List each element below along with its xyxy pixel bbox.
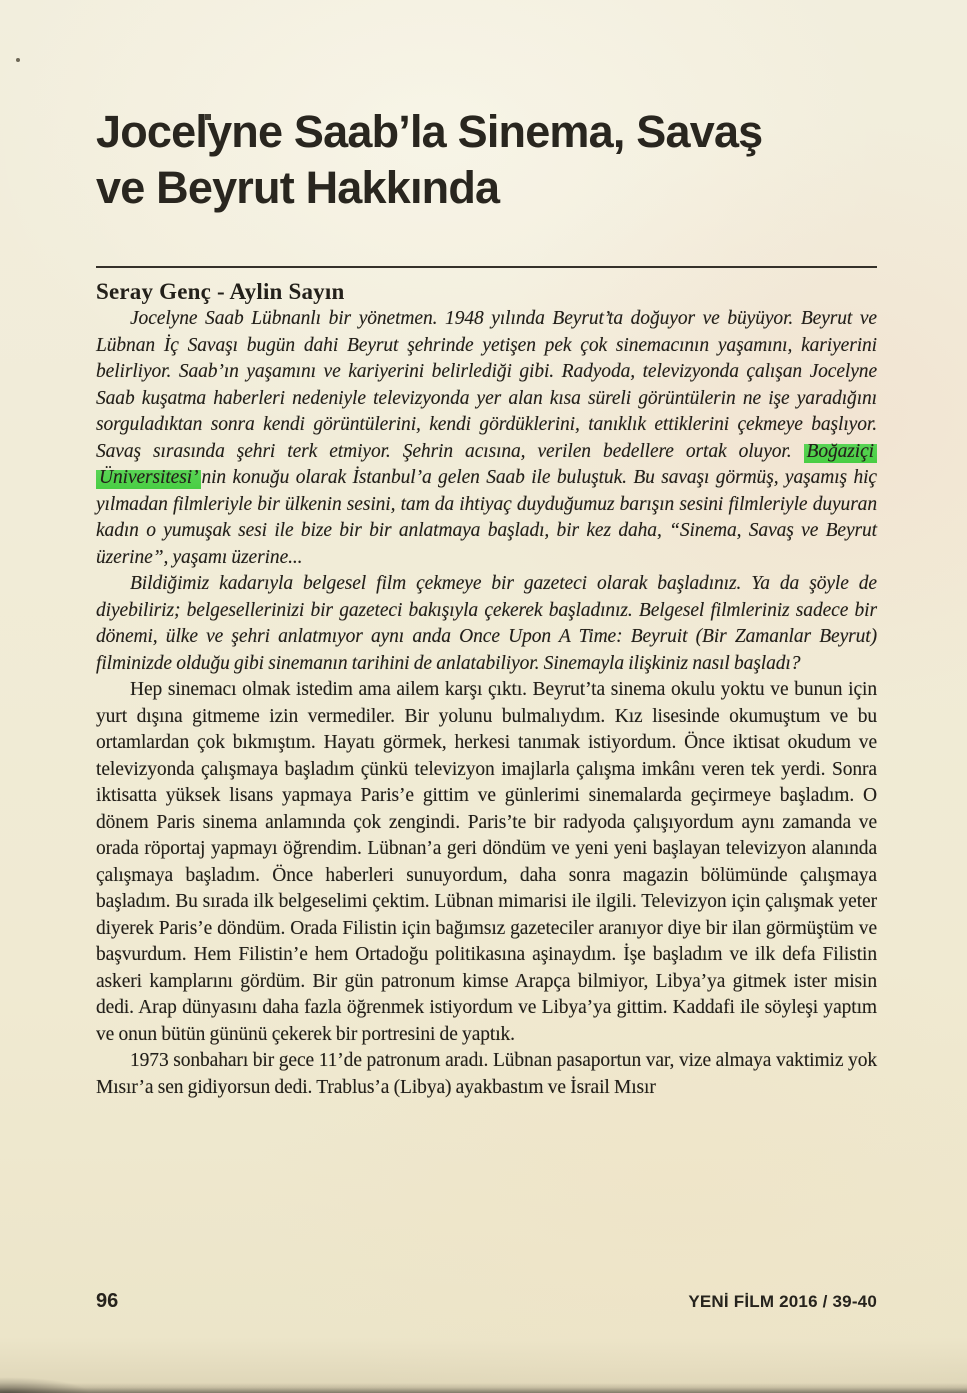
authors-byline: Seray Genç - Aylin Sayın: [96, 279, 345, 304]
scan-bottom-edge: [0, 1383, 967, 1393]
page-title: [96, 0, 877, 216]
highlighted-text: Boğaziçi: [804, 440, 877, 464]
intro-text-before: Jocelyne Saab Lübnanlı bir yönetmen. 1948 yılında Beyrut’ta doğuyor ve büyüyor. Beyrut ve Lübnan İç Savaşı bugün dahi Beyrut şehrinde yetişen pek çok sinemacının yaşamını, kariyerini belirliyor. Saab’ın yaşamını ve kariyerini belirlediği gibi. Radyoda, televizyonda çalışan Jocelyne Saab kuşatma haberleri nedeniyle televizyonda yer alan kısa süreli görüntülerin ne işe yaradığını sorguladıktan sonra kendi görüntülerini, kendi gördüklerini, tanıklık ettiklerini çekmeye başlıyor. Savaş sırasında şehri terk etmiyor. Şehrin acısına, verilen bedellere ortak oluyor.: [96, 308, 877, 462]
journal-issue-label: YENİ FİLM 2016 / 39-40: [688, 1292, 877, 1311]
title-divider: [96, 266, 877, 268]
page-number: 96: [96, 1290, 119, 1312]
intro-paragraph: [96, 306, 877, 571]
interview-answer-continuation: 1973 sonbaharı bir gece 11’de patronum aradı. Lübnan pasaportun var, vize almaya vaktimiz yok Mısır’a sen gidiyorsun dedi. Trablus’a (Libya) ayakbastım ve İsrail Mısır: [96, 1050, 877, 1098]
page-title-line: Jocelyne Saab’la Sinema, Savaş: [96, 106, 763, 157]
intro-text-after: nin konuğu olarak İstanbul’a gelen Saab ile buluştuk. Bu savaşı görmüş, yaşamış hiç yılmadan filmleriyle bir ülkenin sesini, tam da ihtiyaç duyduğumuz barışın sesini filmleriyle duyuran kadın o yumuşak sesi ile bize bir bir anlatmaya başladı, bir kez daha, “Sinema, Savaş ve Beyrut üzerine”, yaşamı üzerine...: [96, 467, 877, 568]
article-body: [96, 306, 877, 1101]
page-footer: [96, 1290, 877, 1313]
interview-question: Bildiğimiz kadarıyla belgesel film çekmeye bir gazeteci olarak başladınız. Ya da şöyle de diyebiliriz; belgesellerinizi bir gazeteci bakışıyla çekerek başladınız. Belgesel filmleriniz sadece bir dönemi, ülke ve şehri anlatmıyor aynı anda Once Upon A Time: Beyruit (Bir Zamanlar Beyrut) filminizde olduğu gibi sinemanın tarihini de anlatabiliyor. Sinemayla ilişkiniz nasıl başladı?: [96, 573, 877, 674]
highlighted-text: Üniversitesi’: [96, 466, 201, 490]
page-title-line: ve Beyrut Hakkında: [96, 162, 500, 213]
interview-answer: Hep sinemacı olmak istedim ama ailem karşı çıktı. Beyrut’ta sinema okulu yoktu ve bunun için yurt dışına gitmeme izin vermediler. Bir yolunu bulmalıydım. Kız lisesinde okumuştum ve bu ortamlardan çok bıkmıştım. Hayatı görmek, herkesi tanımak istiyordum. Önce iktisat okudum ve televizyonda çalışmaya başladım çünkü televizyon imajlarla çalışma imkânı veren tek yerdi. Sonra iktisatta yüksek lisans yapmaya Paris’e gittim ve günlerimi sinemalarda geçirmeye başladım. O dönem Paris sinema anlamında çok zengindi. Paris’te bir radyoda çalışıyordum aynı zamanda ve orada röportaj yapmayı öğrendim. Lübnan’a geri döndüm ve yeni yeni başlayan televizyon alanında çalışmaya başladım. Önce haberleri sunuyordum, daha sonra magazin bölümünde çalışmaya başladım. Bu sırada ilk belgeselimi çektim. Lübnan mimarisi ile ilgili. Televizyon için çalışmak yeter diyerek Paris’e döndüm. Orada Filistin için bağımsız gazeteciler aranıyor diye bir ilan görmüştüm ve başvurdum. Hem Filistin’e hem Ortadoğu politikasına aşinaydım. İşe başladım ve ilk defa Filistin askeri kamplarını gördüm. Bir gün patronum kimse Arapça bilmiyor, Libya’ya gitmek ister misin dedi. Arap dünyasını daha fazla öğrenmek istiyordum ve Libya’ya gittim. Kaddafi ile söyleşi yaptım ve onun bütün gününü çekerek bir portresini de yaptık.: [96, 679, 877, 1045]
